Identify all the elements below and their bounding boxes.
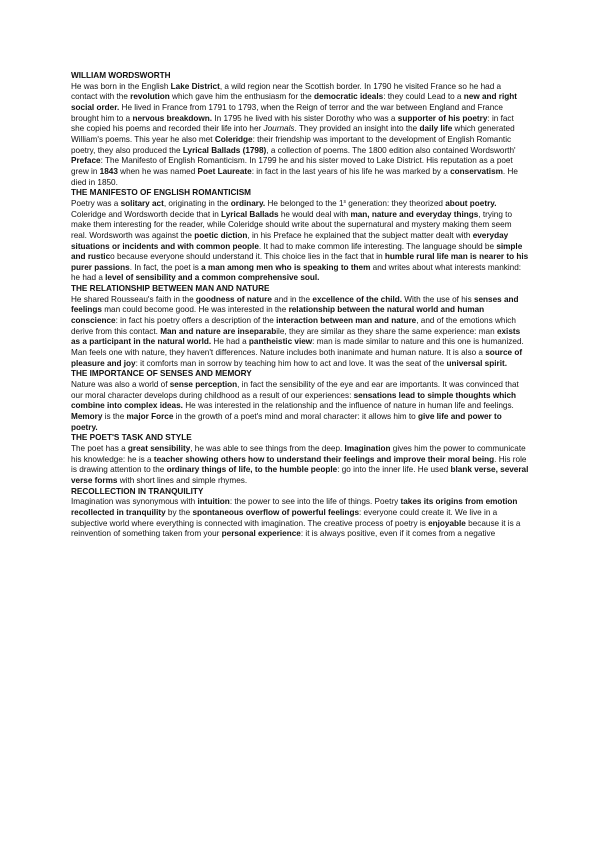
- bold-text: supporter of his poetry: [397, 113, 488, 123]
- text-run: , a collection of poems. The 1800 edition also contained Wordsworth': [266, 145, 516, 155]
- bold-text: level of sensibility and a common comprehensive soul.: [105, 273, 320, 283]
- document-body: [71, 71, 529, 540]
- bold-text: goodness of nature: [195, 294, 272, 304]
- text-run: He belonged to the 1: [265, 198, 344, 208]
- text-run: In 1795 he lived with his sister Dorothy who was a: [212, 113, 398, 123]
- bold-text: man, nature and everyday things: [350, 209, 479, 219]
- bold-text: simple and rustic: [71, 241, 523, 262]
- bold-text: great sensibility: [127, 443, 191, 453]
- bold-text: Lyrical Ballads: [221, 209, 279, 219]
- section-paragraph: [71, 497, 529, 540]
- text-run: He shared Rousseau's faith in the: [71, 294, 196, 304]
- text-run: : it comforts man in sorrow by teaching him how to act and love. It was the seat of the: [135, 358, 447, 368]
- text-run: generation: they theorized: [346, 198, 446, 208]
- text-run: when he was named: [117, 166, 198, 176]
- bold-text: sense perception: [169, 380, 238, 390]
- bold-text: intuition: [197, 497, 230, 507]
- text-run: , in fact the sensibility of the eye and ear are importants. It was convinced that our moral character develops during childhood as a result of our experiences:: [71, 380, 519, 400]
- text-run: : in fact his poetry offers a description of the: [115, 316, 277, 326]
- text-run: : it is always positive, even if it comes from a negative: [300, 529, 496, 539]
- text-run: With the use of his: [402, 294, 474, 304]
- text-run: . In fact, the poet is: [129, 262, 202, 272]
- bold-text: spontaneous overflow of powerful feelings: [192, 507, 359, 517]
- text-run: , in his Preface he explained that the subject matter dealt with: [247, 230, 473, 240]
- bold-text: everyday situations or incidents and with common people: [71, 230, 509, 251]
- text-run: : everyone could create it. We live in a subjective world where everything is connected with imagination. The creative process of poetry is: [71, 507, 498, 528]
- bold-text: poetic diction: [194, 230, 248, 240]
- text-run: and writes about what interests mankind: he had a: [71, 262, 522, 283]
- section-heading: RECOLLECTION IN TRANQUILITY: [71, 486, 204, 496]
- bold-text: democratic ideals: [314, 92, 384, 102]
- section-paragraph: [71, 82, 529, 189]
- bold-text: exists as a participant in the natural world.: [71, 326, 521, 347]
- text-run: He lived in France from 1791 to 1793, when the Reign of terror and the war between England and France brought him to a: [71, 102, 503, 123]
- text-run: : The Manifesto of English Romanticism. In 1799 he and his sister moved to Lake District. His reputation as a poet grew in: [71, 156, 513, 176]
- text-run: , he was able to see things from the deep.: [190, 443, 345, 453]
- bold-text: a man among men who is speaking to them: [201, 262, 371, 272]
- bold-text: nervous breakdown.: [132, 113, 213, 123]
- bold-text: senses and feelings: [71, 294, 519, 315]
- section-heading: WILLIAM WORDSWORTH: [71, 71, 171, 80]
- section-heading: THE RELATIONSHIP BETWEEN MAN AND NATURE: [71, 284, 270, 294]
- text-run: The poet has a: [71, 443, 128, 453]
- section-paragraph: [71, 380, 529, 433]
- text-run: ile, they are similar as they share the same experience: man: [276, 326, 497, 336]
- bold-text: new and right social order.: [71, 92, 517, 112]
- text-run: in the growth of a poet's mind and moral character: it allows him to: [173, 412, 418, 421]
- bold-text: ordinary.: [230, 198, 266, 208]
- bold-text: takes its origins from emotion recollected in tranquility: [71, 497, 518, 517]
- bold-text: Poet Laureate: [197, 166, 252, 176]
- bold-text: source of pleasure and joy: [71, 348, 523, 368]
- text-run: He was born in the English: [71, 81, 171, 91]
- text-run: : their friendship was important to the development of English Romantic poetry, they also produced the: [71, 134, 512, 155]
- text-run: is the: [102, 412, 127, 421]
- text-run: , originating in the: [163, 198, 231, 208]
- bold-text: Lake District: [170, 81, 220, 91]
- text-run: He was interested in the relationship and the influence of nature in human life and feelings.: [182, 401, 514, 411]
- section-heading: THE MANIFESTO OF ENGLISH ROMANTICISM: [71, 188, 251, 198]
- bold-text: Lyrical Ballads (1798): [182, 145, 267, 155]
- section-heading: THE POET'S TASK AND STYLE: [71, 433, 192, 443]
- section-paragraph: [71, 444, 529, 487]
- text-run: o because everyone should understand it. This choice lies in the fact that in: [110, 252, 385, 262]
- bold-text: Man and nature are inseparab: [160, 326, 277, 336]
- text-run: : in fact she copied his poems and recorded their life into her: [71, 113, 514, 134]
- bold-text: Imagination: [344, 443, 391, 453]
- text-run: . His role is drawing attention to the: [71, 454, 527, 475]
- bold-text: ordinary things of life, to the humble people: [166, 465, 338, 475]
- bold-text: major Force: [126, 412, 174, 421]
- bold-text: conservatism: [450, 166, 503, 176]
- bold-text: sensations lead to simple thoughts which combine into complex ideas.: [71, 390, 517, 411]
- bold-text: 1843: [99, 166, 118, 176]
- bold-text: give life and power to poetry.: [71, 412, 502, 432]
- text-run: . They provided an insight into the: [294, 124, 420, 134]
- text-run: . He died in 1850.: [71, 166, 518, 187]
- bold-text: interaction between man and nature: [276, 316, 417, 326]
- text-run: Coleridge and Wordsworth decide that in: [71, 209, 222, 219]
- text-run: and in the: [271, 294, 313, 304]
- text-run: Imagination was synonymous with: [71, 497, 198, 507]
- bold-text: pantheistic view: [248, 337, 313, 347]
- section-heading: THE IMPORTANCE OF SENSES AND MEMORY: [71, 369, 252, 379]
- text-run: with short lines and simple rhymes.: [117, 475, 248, 485]
- section-paragraph: [71, 295, 529, 370]
- text-run: which gave him the enthusiasm for the: [169, 92, 315, 102]
- text-run: which generated William's poems. This year he also met: [71, 124, 515, 144]
- bold-text: relationship between the natural world and human conscience: [71, 305, 485, 326]
- text-run: gives him the power to communicate his knowledge: he is a: [71, 443, 526, 464]
- superscript-text: s: [343, 198, 347, 205]
- text-run: man could become good. He was interested in the: [101, 305, 289, 315]
- bold-text: humble rural life man is nearer to his purer passions: [71, 252, 529, 272]
- bold-text: Memory: [71, 412, 103, 421]
- bold-text: solitary act: [120, 198, 164, 208]
- bold-text: universal spirit.: [446, 358, 507, 368]
- text-run: he would deal with: [278, 209, 351, 219]
- bold-text: personal experience: [221, 529, 301, 539]
- bold-text: excellence of the child.: [312, 294, 403, 304]
- section-paragraph: [71, 199, 529, 284]
- bold-text: revolution: [130, 92, 170, 102]
- text-run: Nature was also a world of: [71, 380, 170, 390]
- text-run: : they could Lead to a: [383, 92, 464, 102]
- text-run: : man is made similar to nature and this one is humanized. Man feels one with nature, they haven't differences. Nature includes both inanimate and human nature. It is also a: [71, 337, 524, 358]
- text-run: . It had to make common life interesting. The language should be: [258, 241, 497, 251]
- bold-text: Preface: [71, 156, 101, 166]
- text-run: , trying to make them interesting for the reader, while Coleridge should write about the supernatural and mystery making them seem real. Wordsworth was against the: [71, 209, 513, 240]
- italic-text: Journals: [263, 124, 295, 134]
- text-run: : in fact in the last years of his life he was marked by a: [251, 166, 451, 176]
- text-run: by the: [165, 507, 193, 517]
- bold-text: Coleridge: [214, 134, 253, 144]
- text-run: : the power to see into the life of things. Poetry: [229, 497, 401, 507]
- text-run: , and of the emotions which derive from this contact.: [71, 316, 516, 336]
- text-run: because it is a reinvention of something taken from your: [71, 518, 521, 539]
- text-run: : go into the inner life. He used: [337, 465, 451, 475]
- bold-text: about poetry.: [445, 198, 497, 208]
- bold-text: teacher showing others how to understand their feelings and improve their moral being: [153, 454, 495, 464]
- text-run: , a wild region near the Scottish border. In 1790 he visited France so he had a contact with the: [71, 81, 502, 102]
- bold-text: enjoyable: [428, 518, 466, 528]
- text-run: Poetry was a: [71, 198, 121, 208]
- text-run: He had a: [211, 337, 249, 347]
- bold-text: daily life: [419, 124, 453, 134]
- bold-text: blank verse, several verse forms: [71, 465, 529, 485]
